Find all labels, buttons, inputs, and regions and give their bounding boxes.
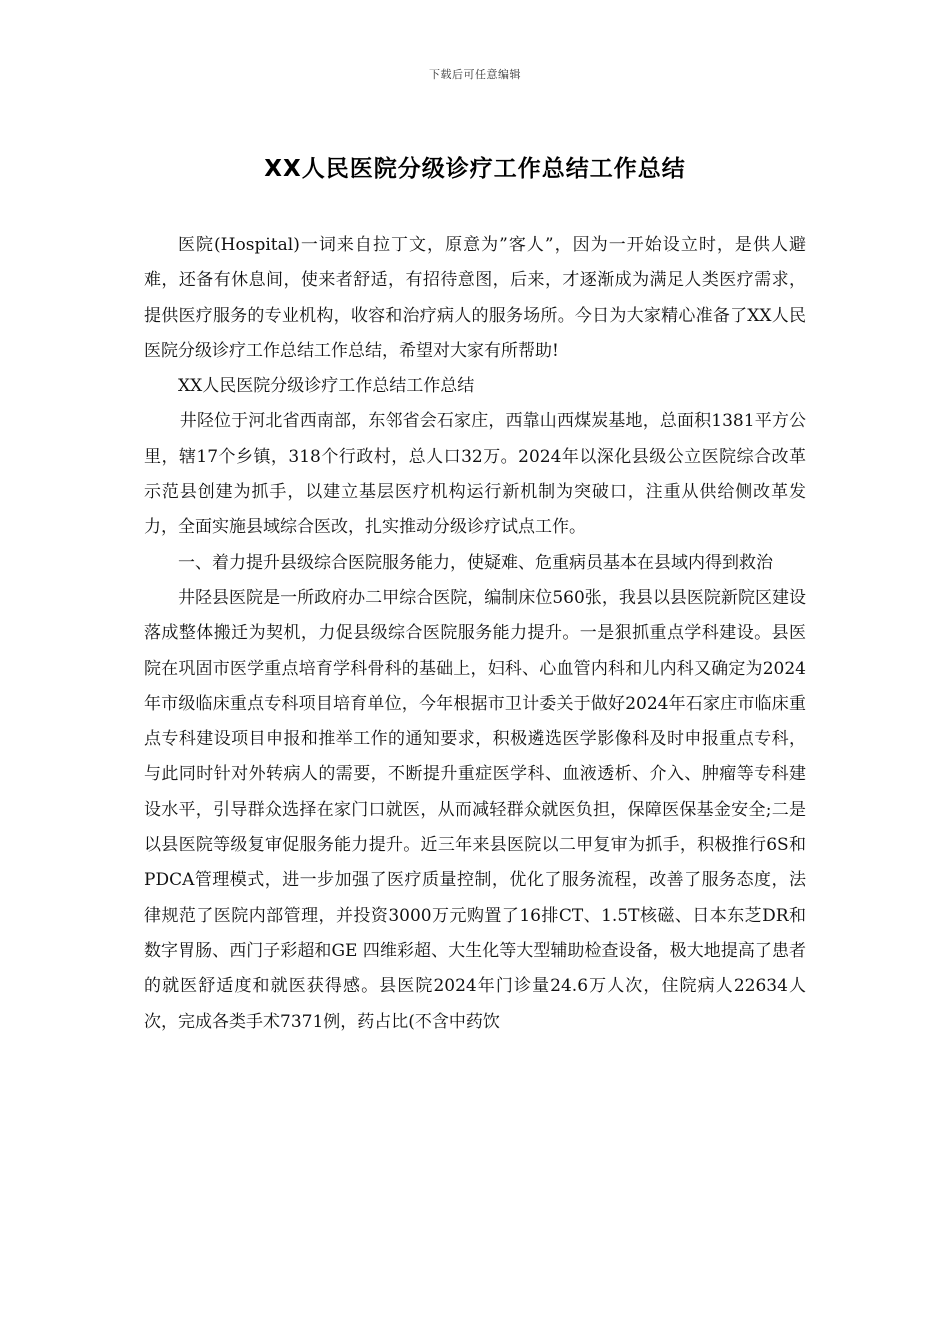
overview-paragraph: 井陉位于河北省西南部，东邻省会石家庄，西靠山西煤炭基地，总面积1381平方公里，辖17个乡镇，318个行政村，总人口32万。2024年以深化县级公立医院综合改革示范县创建为抓手，以建立基层医疗机构运行新机制为突破口，注重从供给侧改革发力，全面实施县域综合医改，扎实推动分级诊疗试点工作。: [144, 411, 806, 538]
header-note: 下载后可任意编辑: [429, 68, 521, 81]
document-title: XX人民医院分级诊疗工作总结工作总结: [264, 156, 686, 182]
section-body-1: 井陉县医院是一所政府办二甲综合医院，编制床位560张，我县以县医院新院区建设落成整体搬迁为契机，力促县级综合医院服务能力提升。一是狠抓重点学科建设。县医院在巩固市医学重点培育学科骨科的基础上，妇科、心血管内科和儿内科又确定为2024年市级临床重点专科项目培育单位，今年根据市卫计委关于做好2024年石家庄市临床重点专科建设项目申报和推举工作的通知要求，积极遴选医学影像科及时申报重点专科，与此同时针对外转病人的需要，不断提升重症医学科、血液透析、介入、肿瘤等专科建设水平，引导群众选择在家门口就医，从而减轻群众就医负担，保障医保基金安全;二是以县医院等级复审促服务能力提升。近三年来县医院以二甲复审为抓手，积极推行6S和PDCA管理模式，进一步加强了医疗质量控制，优化了服务流程，改善了服务态度，法律规范了医院内部管理，并投资3000万元购置了16排CT、1.5T核磁、日本东芝DR和数字胃肠、西门子彩超和GE 四维彩超、大生化等大型辅助检查设备，极大地提高了患者的就医舒适度和就医获得感。县医院2024年门诊量24.6万人次，住院病人22634人次，完成各类手术7371例，药占比(不含中药饮: [144, 587, 806, 1032]
subtitle-paragraph: XX人民医院分级诊疗工作总结工作总结: [178, 376, 475, 397]
section-heading-1: 一、着力提升县级综合医院服务能力，使疑难、危重病员基本在县域内得到救治: [178, 552, 773, 573]
intro-paragraph: 医院(Hospital)一词来自拉丁文，原意为”客人”，因为一开始设立时，是供人避难，还备有休息间，使来者舒适，有招待意图，后来，才逐渐成为满足人类医疗需求，提供医疗服务的专业机构，收容和治疗病人的服务场所。今日为大家精心准备了XX人民医院分级诊疗工作总结工作总结，希望对大家有所帮助!: [144, 235, 806, 361]
document-body: [144, 228, 806, 1040]
